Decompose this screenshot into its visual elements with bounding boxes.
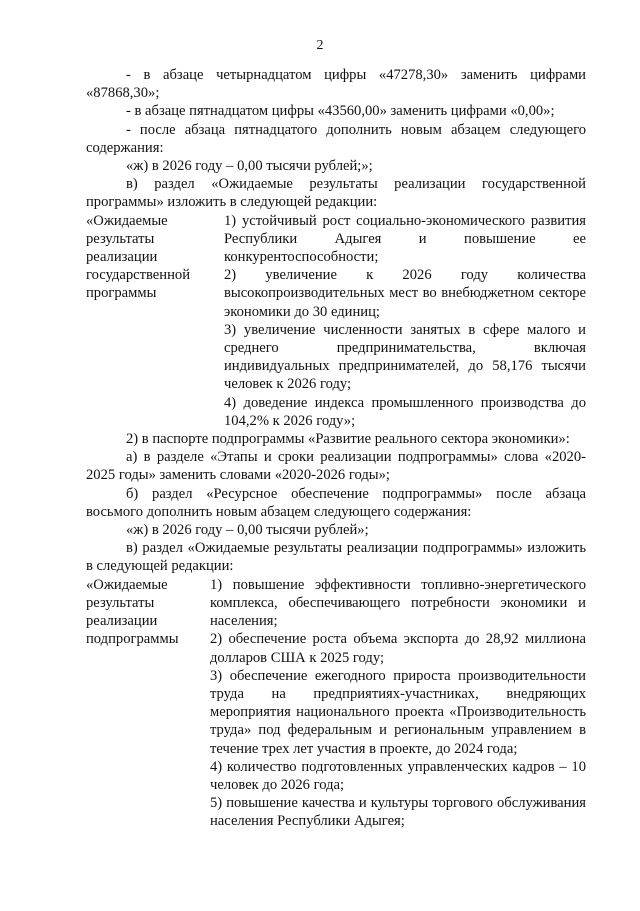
table-item: 3) увеличение численности занятых в сфере малого и среднего предпринимательства, включая индивидуальных предпринимателей, до 58,176 тысячи человек к 2026 году; — [224, 321, 586, 393]
paragraph: а) в разделе «Этапы и сроки реализации подпрограммы» слова «2020-2025 годы» заменить словами «2020-2026 годы»; — [86, 449, 586, 484]
table-label-cell — [86, 576, 210, 831]
results-table-program — [86, 212, 586, 430]
document-body — [86, 66, 586, 831]
table-items-cell — [224, 212, 586, 430]
table-label-cell — [86, 212, 224, 430]
table-item: 4) количество подготовленных управленческих кадров – 10 человек до 2026 года; — [210, 758, 586, 793]
table-items-cell — [210, 576, 586, 831]
paragraph: «ж) в 2026 году – 0,00 тысячи рублей;»; — [126, 158, 373, 175]
table-item: 5) повышение качества и культуры торгового обслуживания населения Республики Адыгея; — [210, 795, 586, 830]
paragraph: «ж) в 2026 году – 0,00 тысячи рублей»; — [126, 522, 369, 539]
results-table-subprogram — [86, 576, 586, 831]
table-item: 1) устойчивый рост социально-экономического развития Республики Адыгея и повышение ее конкурентоспособности; — [224, 212, 586, 266]
paragraph: в) раздел «Ожидаемые результаты реализации подпрограммы» изложить в следующей редакции: — [86, 540, 586, 575]
table-item: 2) увеличение к 2026 году количества высокопроизводительных мест во внебюджетном секторе экономики до 30 единиц; — [224, 267, 586, 320]
table-label: «Ожидаемые результаты реализации государственной программы — [86, 212, 191, 302]
table-item: 3) обеспечение ежегодного прироста производительности труда на предприятиях-участниках, внедряющих мероприятия национального проекта «Производительность труда» под федеральным и региональным управлением в течение трех лет участия в проекте, до 2024 года; — [210, 667, 586, 757]
paragraph: б) раздел «Ресурсное обеспечение подпрограммы» после абзаца восьмого дополнить новым абзацем следующего содержания: — [86, 485, 586, 520]
paragraph: - в абзаце четырнадцатом цифры «47278,30» заменить цифрами «87868,30»; — [86, 67, 586, 102]
table-item: 2) обеспечение роста объема экспорта до 28,92 миллиона долларов США к 2025 году; — [210, 631, 586, 666]
paragraph: - в абзаце пятнадцатом цифры «43560,00» заменить цифрами «0,00»; — [126, 103, 555, 120]
table-label: «Ожидаемые результаты реализации подпрограммы — [86, 576, 179, 648]
paragraph: 2) в паспорте подпрограммы «Развитие реального сектора экономики»: — [126, 431, 570, 448]
table-item: 4) доведение индекса промышленного производства до 104,2% к 2026 году»; — [224, 394, 586, 429]
table-item: 1) повышение эффективности топливно-энергетического комплекса, обеспечивающего потребности экономики и населения; — [210, 576, 586, 630]
paragraph: - после абзаца пятнадцатого дополнить новым абзацем следующего содержания: — [86, 121, 586, 156]
paragraph: в) раздел «Ожидаемые результаты реализации государственной программы» изложить в следующей редакции: — [86, 176, 586, 211]
page-number: 2 — [316, 38, 324, 53]
